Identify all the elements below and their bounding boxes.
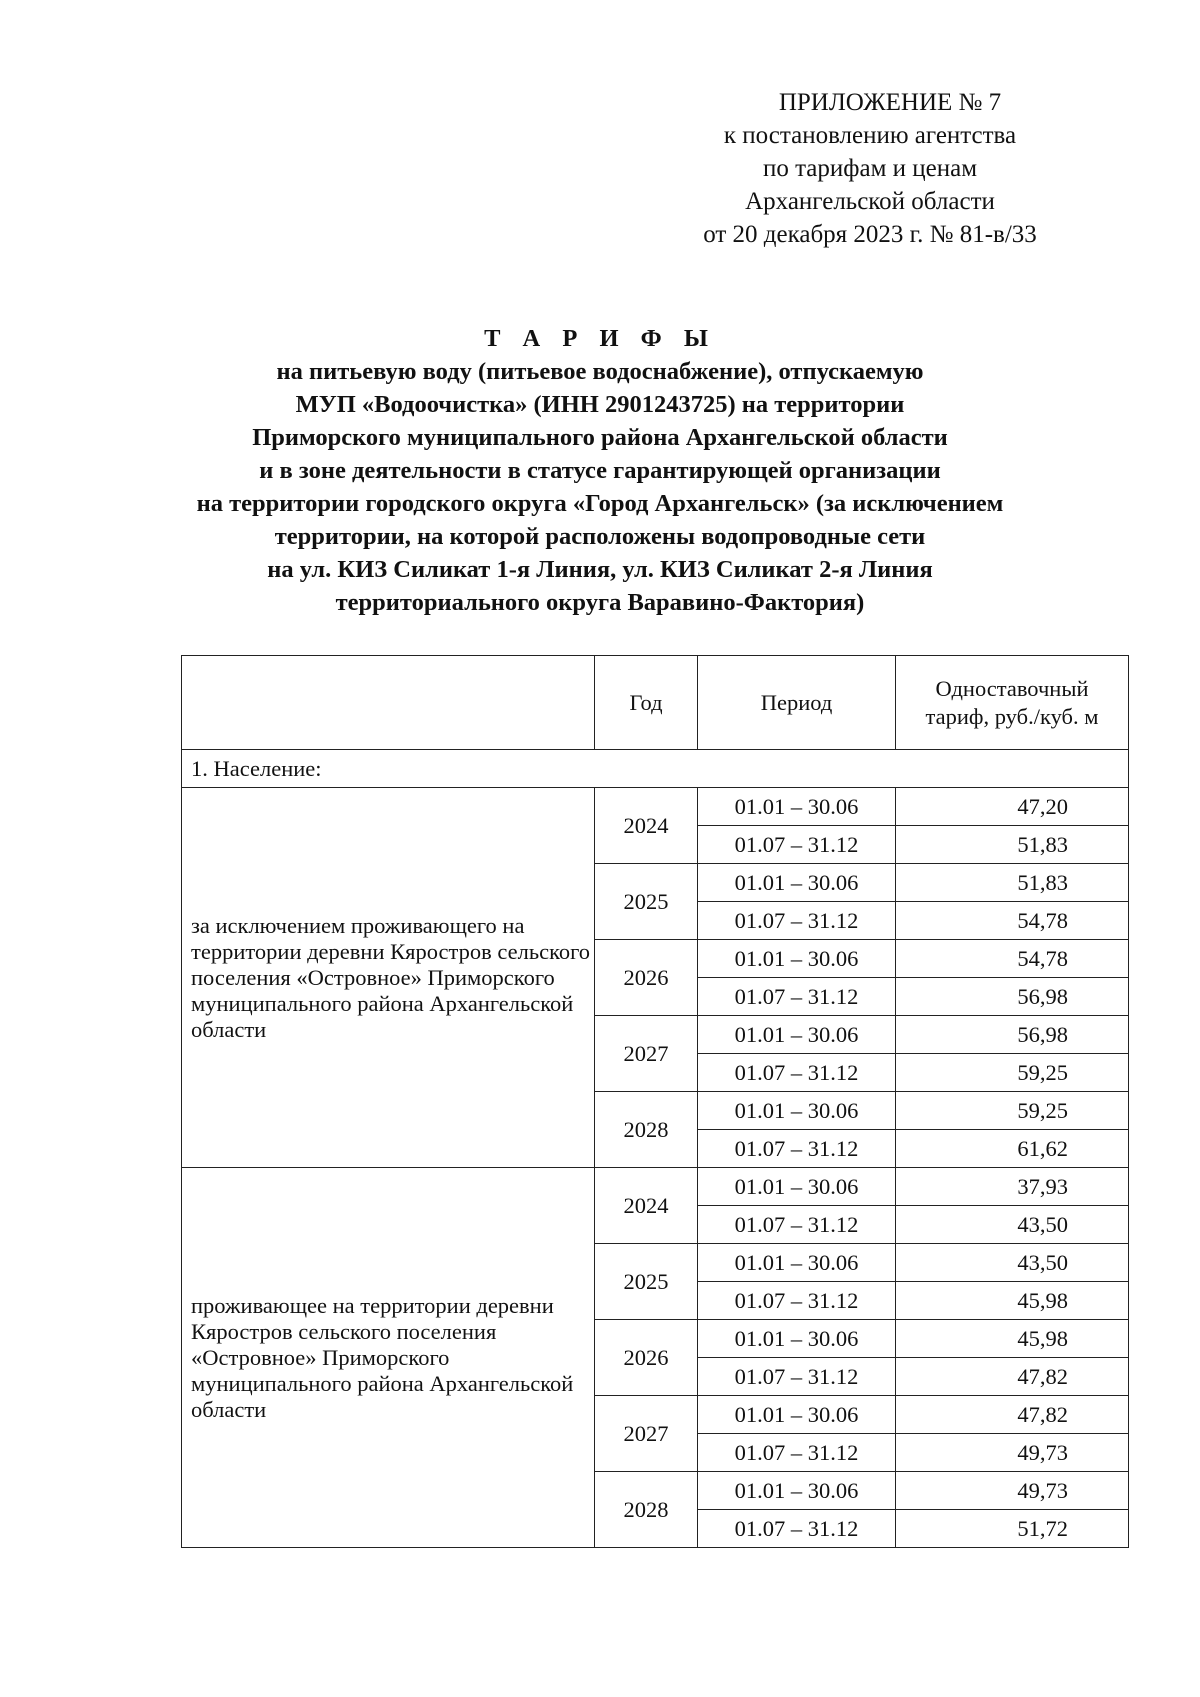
year-cell: 2024 [595, 1168, 698, 1244]
period-cell: 01.01 – 30.06 [698, 1092, 896, 1130]
period-cell: 01.07 – 31.12 [698, 978, 896, 1016]
year-cell: 2025 [595, 1244, 698, 1320]
title-line: на питьевую воду (питьевое водоснабжение), отпускаемую [276, 358, 924, 385]
tariff-value-cell: 51,83 [896, 826, 1129, 864]
period-cell: 01.07 – 31.12 [698, 902, 896, 940]
period-cell: 01.01 – 30.06 [698, 1396, 896, 1434]
tariff-value-cell: 47,82 [896, 1396, 1129, 1434]
document-title [140, 322, 1060, 619]
title-line: территориального округа Варавино-Фактория) [335, 589, 865, 616]
period-cell: 01.07 – 31.12 [698, 1282, 896, 1320]
period-cell: 01.01 – 30.06 [698, 788, 896, 826]
period-cell: 01.07 – 31.12 [698, 1130, 896, 1168]
title-line: на территории городского округа «Город Архангельск» (за исключением [196, 490, 1004, 517]
table-header-row [182, 656, 1129, 750]
period-cell: 01.07 – 31.12 [698, 1434, 896, 1472]
year-cell: 2026 [595, 940, 698, 1016]
tariff-value-cell: 51,83 [896, 864, 1129, 902]
title-line: МУП «Водоочистка» (ИНН 2901243725) на территории [295, 391, 905, 418]
header-tariff-line: Одноставочный [935, 675, 1089, 701]
tariff-value-cell: 47,20 [896, 788, 1129, 826]
year-cell: 2024 [595, 788, 698, 864]
tariff-value-cell: 45,98 [896, 1282, 1129, 1320]
tariff-value-cell: 49,73 [896, 1434, 1129, 1472]
year-cell: 2028 [595, 1092, 698, 1168]
title-line: Приморского муниципального района Архангельской области [252, 424, 948, 451]
section-label: 1. Население: [182, 750, 1129, 788]
title-heading: Т А Р И Ф Ы [484, 325, 716, 352]
appendix-line: к постановлению агентства [723, 122, 1017, 149]
tariff-value-cell: 56,98 [896, 1016, 1129, 1054]
tariff-value-cell: 56,98 [896, 978, 1129, 1016]
appendix-line: от 20 декабря 2023 г. № 81-в/33 [703, 221, 1037, 248]
tariff-value-cell: 49,73 [896, 1472, 1129, 1510]
period-cell: 01.07 – 31.12 [698, 1054, 896, 1092]
period-cell: 01.07 – 31.12 [698, 826, 896, 864]
tariff-value-cell: 43,50 [896, 1206, 1129, 1244]
tariff-value-cell: 59,25 [896, 1092, 1129, 1130]
year-cell: 2028 [595, 1472, 698, 1548]
header-category [182, 656, 595, 750]
table-row [182, 788, 1129, 826]
tariff-value-cell: 43,50 [896, 1244, 1129, 1282]
tariff-value-cell: 59,25 [896, 1054, 1129, 1092]
table-row [182, 1168, 1129, 1206]
header-year: Год [595, 656, 698, 750]
period-cell: 01.01 – 30.06 [698, 1168, 896, 1206]
period-cell: 01.01 – 30.06 [698, 1016, 896, 1054]
appendix-line: по тарифам и ценам [762, 155, 978, 182]
tariff-value-cell: 47,82 [896, 1358, 1129, 1396]
tariff-value-cell: 37,93 [896, 1168, 1129, 1206]
period-cell: 01.01 – 30.06 [698, 1320, 896, 1358]
category-description: за исключением проживающего на территории деревни Кяростров сельского поселения «Островное» Приморского муниципального района Архангельской области [182, 788, 595, 1168]
appendix-block [660, 86, 1080, 251]
title-line: территории, на которой расположены водопроводные сети [274, 523, 926, 550]
title-line: и в зоне деятельности в статусе гарантирующей организации [259, 457, 941, 484]
appendix-line: ПРИЛОЖЕНИЕ № 7 [778, 89, 1002, 116]
tariff-value-cell: 54,78 [896, 902, 1129, 940]
category-description: проживающее на территории деревни Кяростров сельского поселения «Островное» Приморского муниципального района Архангельской области [182, 1168, 595, 1548]
period-cell: 01.01 – 30.06 [698, 1244, 896, 1282]
period-cell: 01.07 – 31.12 [698, 1206, 896, 1244]
tariff-value-cell: 54,78 [896, 940, 1129, 978]
period-cell: 01.01 – 30.06 [698, 864, 896, 902]
title-line: на ул. КИЗ Силикат 1-я Линия, ул. КИЗ Силикат 2-я Линия [267, 556, 933, 583]
year-cell: 2027 [595, 1396, 698, 1472]
period-cell: 01.01 – 30.06 [698, 1472, 896, 1510]
tariff-table [181, 655, 1129, 1548]
section-row [182, 750, 1129, 788]
period-cell: 01.01 – 30.06 [698, 940, 896, 978]
year-cell: 2025 [595, 864, 698, 940]
tariff-value-cell: 61,62 [896, 1130, 1129, 1168]
tariff-value-cell: 51,72 [896, 1510, 1129, 1548]
header-tariff [896, 656, 1129, 750]
appendix-line: Архангельской области [745, 188, 995, 215]
period-cell: 01.07 – 31.12 [698, 1510, 896, 1548]
year-cell: 2026 [595, 1320, 698, 1396]
year-cell: 2027 [595, 1016, 698, 1092]
period-cell: 01.07 – 31.12 [698, 1358, 896, 1396]
header-tariff-line: тариф, руб./куб. м [925, 703, 1099, 729]
tariff-value-cell: 45,98 [896, 1320, 1129, 1358]
header-period: Период [698, 656, 896, 750]
